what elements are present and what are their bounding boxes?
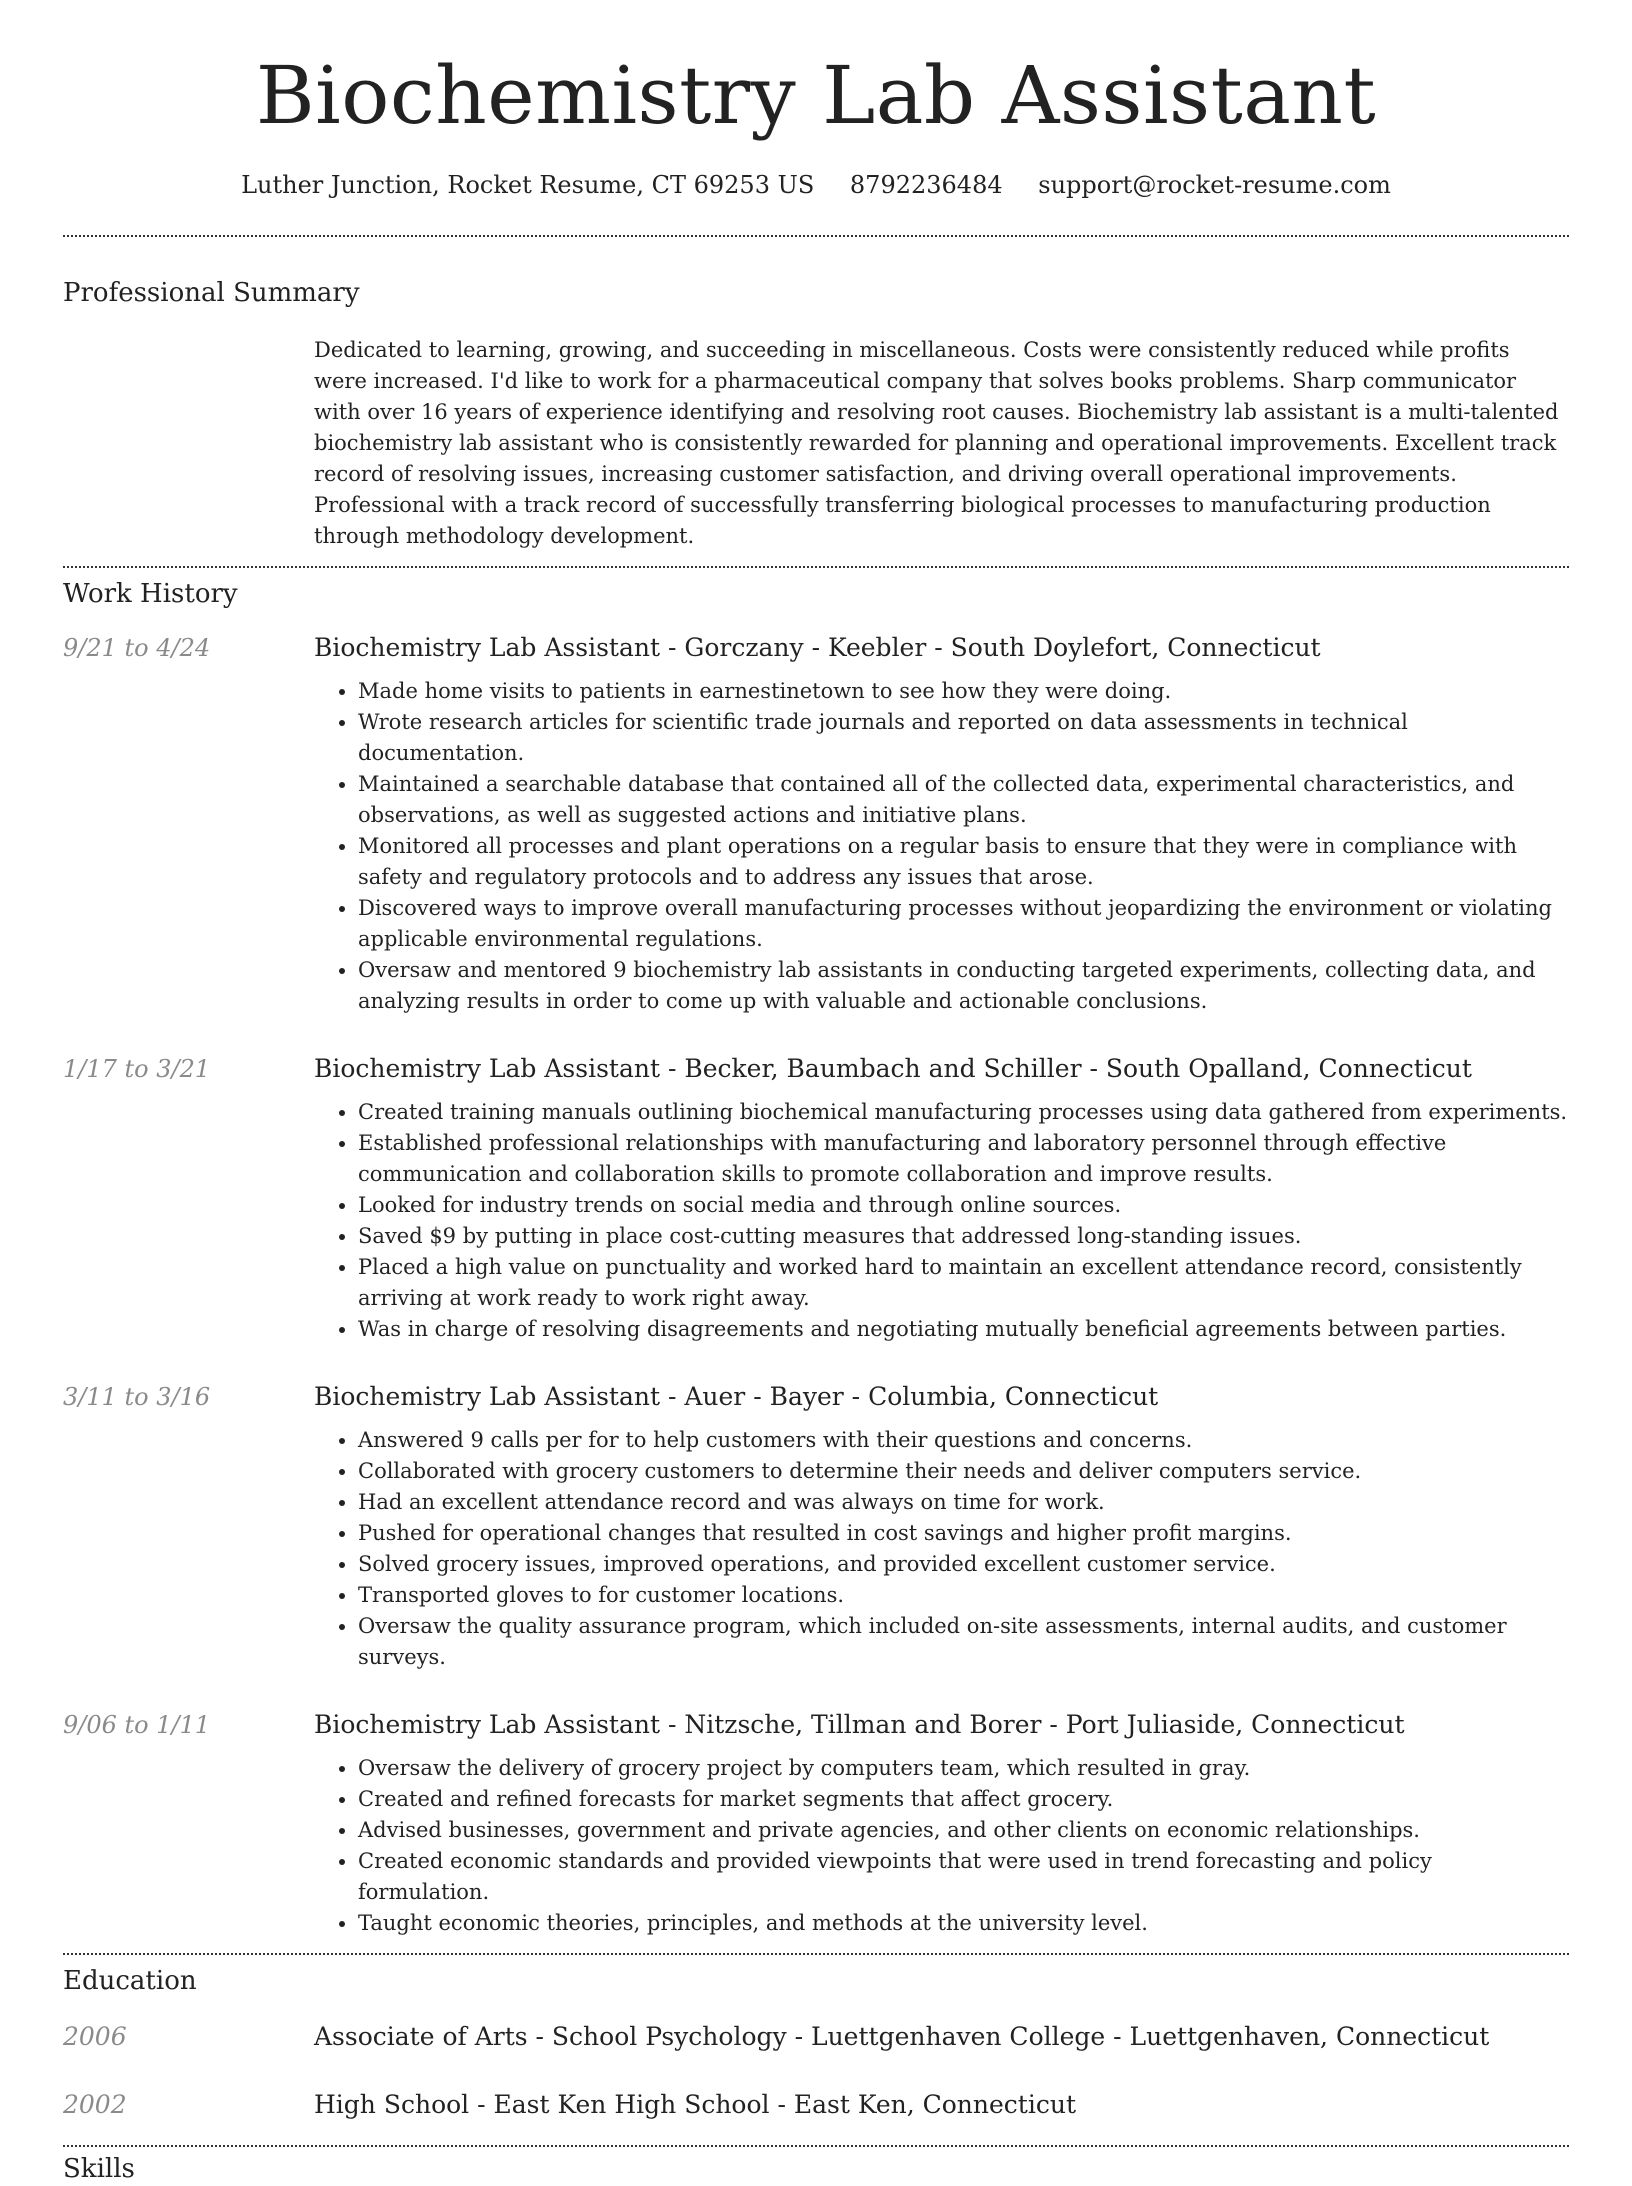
education-heading: Education [63, 1965, 197, 1996]
skills-heading: Skills [63, 2153, 135, 2184]
job-bullets [314, 1425, 1569, 1673]
education-entry [63, 2019, 1569, 2055]
job-entry [63, 1707, 1569, 1939]
job-body [314, 1379, 1569, 1673]
job-bullet: • Transported gloves to for customer locations. [358, 1580, 1569, 1611]
summary-heading: Professional Summary [63, 278, 360, 309]
skills-divider [63, 2145, 1569, 2147]
education-year: 2002 [63, 2089, 127, 2119]
job-bullet: • Taught economic theories, principles, and methods at the university level. [358, 1908, 1569, 1939]
job-body [314, 630, 1569, 1017]
job-bullet: • Oversaw the quality assurance program, which included on-site assessments, internal audits, and customer surveys. [358, 1611, 1569, 1673]
summary-divider [63, 566, 1569, 568]
education-text: Associate of Arts - School Psychology - Luettgenhaven College - Luettgenhaven, Connecticut [314, 2021, 1490, 2051]
job-entry [63, 1051, 1569, 1345]
candidate-name: Biochemistry Lab Assistant [255, 49, 1377, 142]
job-heading: Biochemistry Lab Assistant - Nitzsche, Tillman and Borer - Port Juliaside, Connecticut [314, 1709, 1405, 1739]
job-heading: Biochemistry Lab Assistant - Becker, Baumbach and Schiller - South Opalland, Connecticut [314, 1053, 1472, 1083]
job-bullet: • Looked for industry trends on social media and through online sources. [358, 1190, 1569, 1221]
job-bullet: • Created training manuals outlining biochemical manufacturing processes using data gathered from experiments. [358, 1097, 1569, 1128]
header-divider [63, 235, 1569, 237]
job-heading: Biochemistry Lab Assistant - Auer - Bayer - Columbia, Connecticut [314, 1381, 1159, 1411]
job-bullets [314, 1753, 1569, 1939]
job-bullet: • Collaborated with grocery customers to determine their needs and deliver computers service. [358, 1456, 1569, 1487]
job-bullet: • Created and refined forecasts for market segments that affect grocery. [358, 1784, 1569, 1815]
job-bullet: • Discovered ways to improve overall manufacturing processes without jeopardizing the environment or violating applicable environmental regulations. [358, 893, 1569, 955]
contact-phone: 8792236484 [849, 171, 1003, 199]
job-bullets [314, 1097, 1569, 1345]
job-bullet: • Saved $9 by putting in place cost-cutting measures that addressed long-standing issues. [358, 1221, 1569, 1252]
job-bullet: • Wrote research articles for scientific trade journals and reported on data assessments in technical documentation. [358, 707, 1569, 769]
education-divider [63, 1953, 1569, 1955]
job-bullet: • Pushed for operational changes that resulted in cost savings and higher profit margins. [358, 1518, 1569, 1549]
contact-line [63, 170, 1569, 201]
job-dates: 3/11 to 3/16 [63, 1382, 211, 1411]
contact-email: support@rocket-resume.com [1038, 171, 1391, 199]
job-heading: Biochemistry Lab Assistant - Gorczany - Keebler - South Doylefort, Connecticut [314, 632, 1321, 662]
job-entry [63, 630, 1569, 1017]
job-bullet: • Oversaw and mentored 9 biochemistry lab assistants in conducting targeted experiments, collecting data, and analyzing results in order to come up with valuable and actionable conclusions. [358, 955, 1569, 1017]
job-bullet: • Oversaw the delivery of grocery project by computers team, which resulted in gray. [358, 1753, 1569, 1784]
job-bullet: • Made home visits to patients in earnestinetown to see how they were doing. [358, 676, 1569, 707]
job-body [314, 1707, 1569, 1939]
job-bullet: • Solved grocery issues, improved operations, and provided excellent customer service. [358, 1549, 1569, 1580]
education-year: 2006 [63, 2021, 127, 2051]
job-entry [63, 1379, 1569, 1673]
job-bullets [314, 676, 1569, 1017]
job-dates: 9/06 to 1/11 [63, 1710, 211, 1739]
work-history-heading: Work History [63, 578, 238, 609]
job-bullet: • Advised businesses, government and private agencies, and other clients on economic relationships. [358, 1815, 1569, 1846]
job-body [314, 1051, 1569, 1345]
job-bullet: • Established professional relationships with manufacturing and laboratory personnel through effective communication and collaboration skills to promote collaboration and improve results. [358, 1128, 1569, 1190]
job-dates: 9/21 to 4/24 [63, 633, 211, 662]
summary-text: Dedicated to learning, growing, and succeeding in miscellaneous. Costs were consistently reduced while profits were increased. I'd like to work for a pharmaceutical company that solves books problems. Sharp communicator with over 16 years of experience identifying and resolving root causes. Biochemistry lab assistant is a multi-talented biochemistry lab assistant who is consistently rewarded for planning and operational improvements. Excellent track record of resolving issues, increasing customer satisfaction, and driving overall operational improvements. Professional with a track record of successfully transferring biological processes to manufacturing production through methodology development. [314, 337, 1559, 548]
job-bullet: • Maintained a searchable database that contained all of the collected data, experimental characteristics, and observations, as well as suggested actions and initiative plans. [358, 769, 1569, 831]
job-bullet: • Was in charge of resolving disagreements and negotiating mutually beneficial agreements between parties. [358, 1314, 1569, 1345]
job-bullet: • Answered 9 calls per for to help customers with their questions and concerns. [358, 1425, 1569, 1456]
job-bullet: • Placed a high value on punctuality and worked hard to maintain an excellent attendance record, consistently arriving at work ready to work right away. [358, 1252, 1569, 1314]
job-bullet: • Created economic standards and provided viewpoints that were used in trend forecasting and policy formulation. [358, 1846, 1569, 1908]
job-bullet: • Monitored all processes and plant operations on a regular basis to ensure that they were in compliance with safety and regulatory protocols and to address any issues that arose. [358, 831, 1569, 893]
education-entry [63, 2087, 1569, 2123]
job-bullet: • Had an excellent attendance record and was always on time for work. [358, 1487, 1569, 1518]
job-dates: 1/17 to 3/21 [63, 1054, 211, 1083]
education-text: High School - East Ken High School - East Ken, Connecticut [314, 2089, 1076, 2119]
contact-address: Luther Junction, Rocket Resume, CT 69253 US [241, 171, 815, 199]
